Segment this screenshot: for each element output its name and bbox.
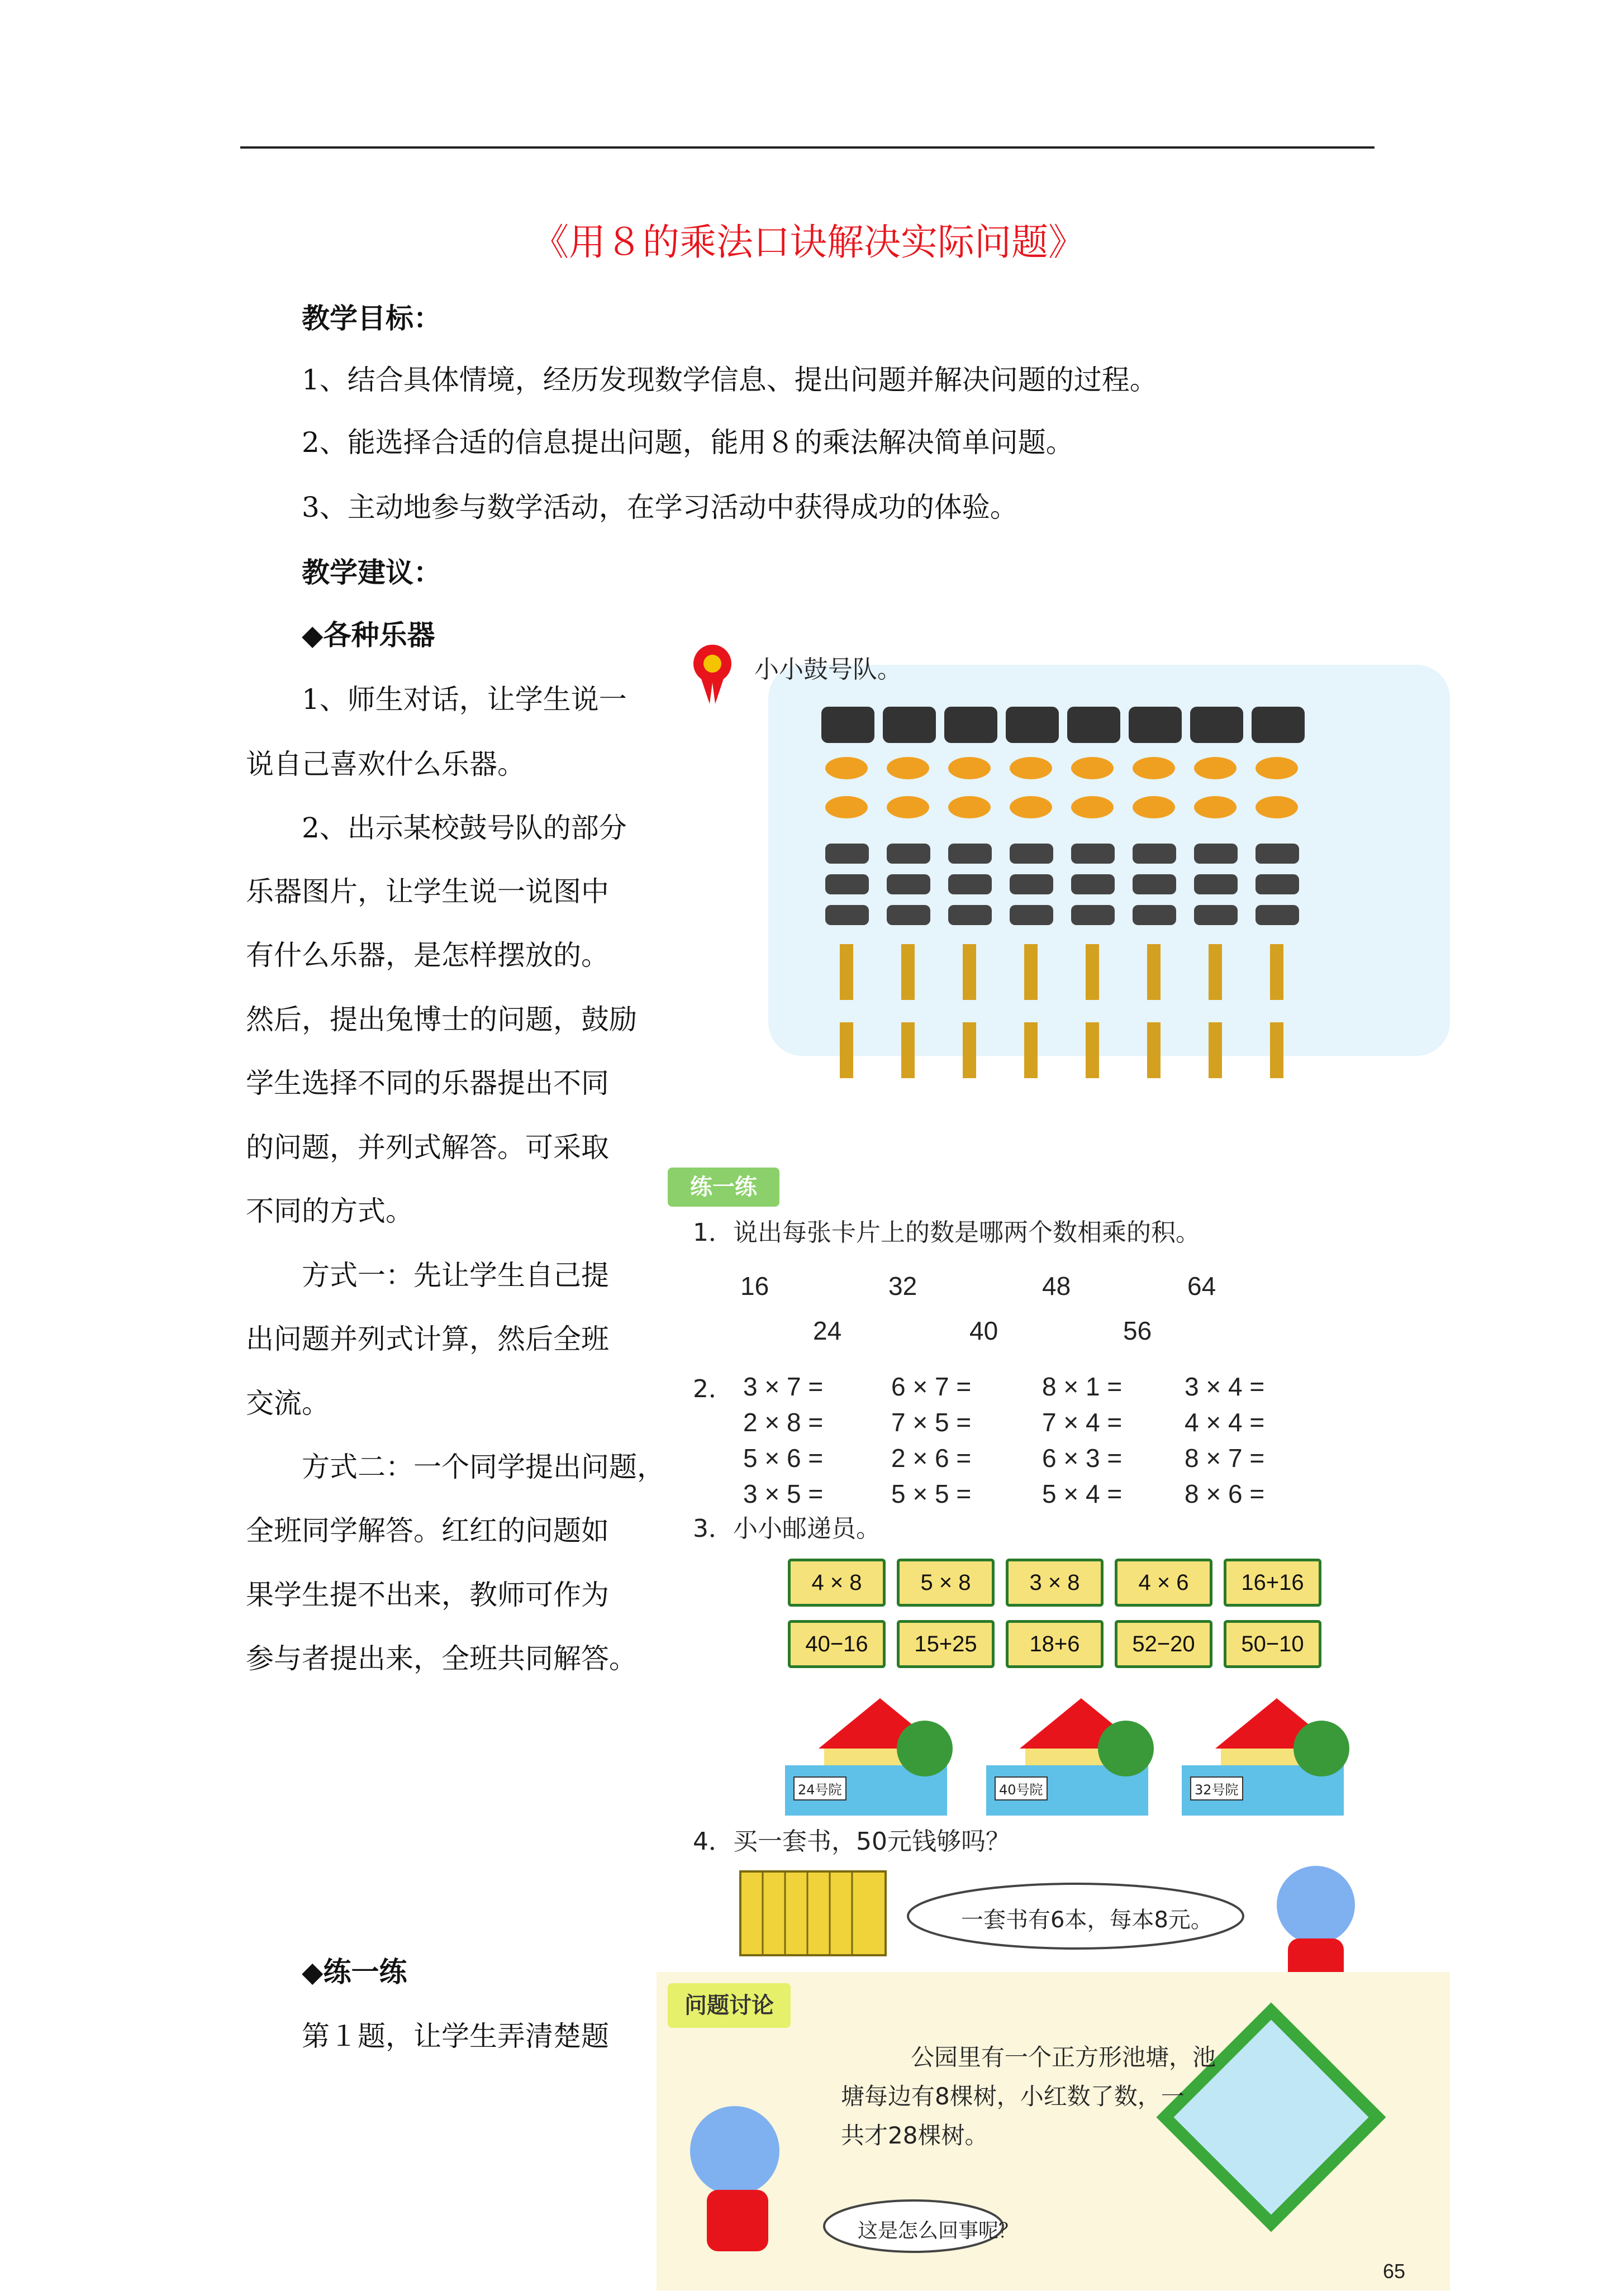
goal-2: 2、能选择合适的信息提出问题，能用８的乘法解决简单问题。 [302,426,1074,459]
practice-banner: 练一练 [668,1168,779,1207]
envelope-card: 16+16 [1224,1559,1321,1607]
body-line: 的问题，并列式解答。可采取 [246,1131,609,1164]
section2-heading: ◆练一练 [302,1955,407,1988]
q2-equation: 4 × 4 = [1185,1408,1265,1437]
body-line: 说自己喜欢什么乐器。 [246,748,525,780]
q2-equation: 8 × 7 = [1185,1444,1265,1473]
envelope-card: 50−10 [1224,1620,1321,1668]
cymbal [887,796,929,818]
tree [1293,1721,1349,1776]
cymbal [1133,757,1175,779]
goal-1: 1、结合具体情境，经历发现数学信息、提出问题并解决问题的过程。 [302,364,1158,396]
discussion-line: 塘每边有8棵树，小红数了数，一 [841,2083,1185,2110]
envelope-card: 3 × 8 [1006,1559,1104,1607]
body-line: 参与者提出来，全班共同解答。 [246,1642,637,1675]
q2-equation: 7 × 5 = [891,1408,972,1437]
q1-num: 40 [969,1316,998,1345]
house-label: 40号院 [995,1776,1048,1800]
envelope-card: 4 × 8 [788,1559,886,1607]
small-drum [1071,905,1115,925]
drum [883,707,936,743]
small-drum [948,844,992,864]
discussion-banner: 问题讨论 [668,1983,791,2028]
body-line: 交流。 [246,1387,330,1419]
small-drum [887,905,930,925]
discussion-bubble: 这是怎么回事呢？ [858,2219,1019,2242]
drum [1252,707,1305,743]
q2-equation: 5 × 5 = [891,1479,972,1508]
body-line: 学生选择不同的乐器提出不同 [246,1067,609,1099]
trumpet [840,944,853,1000]
small-drum [1133,874,1176,894]
envelope-card: 5 × 8 [897,1559,995,1607]
cymbal [1194,757,1236,779]
small-drum [948,905,992,925]
drum [1067,707,1120,743]
body-line: 不同的方式。 [246,1195,413,1227]
page-title: 《用８的乘法口诀解决实际问题》 [532,221,1085,264]
small-drum [887,844,930,864]
textbook-figure [657,620,1450,2290]
header-rule [240,146,1375,149]
q4-bubble: 一套书有6本，每本8元。 [961,1907,1213,1933]
q2-equation: 5 × 4 = [1042,1479,1123,1508]
q2-equation: 5 × 6 = [743,1444,824,1473]
body-line: 方式一：先让学生自己提 [302,1259,609,1292]
trumpet [1270,944,1283,1000]
trumpet [1086,1022,1099,1078]
body-line: 全班同学解答。红红的问题如 [246,1514,609,1547]
q2-equation: 2 × 6 = [891,1444,972,1473]
cymbal [1071,796,1114,818]
small-drum [825,874,869,894]
q2-equation: 8 × 6 = [1185,1479,1265,1508]
envelope-card: 40−16 [788,1620,886,1668]
goals-heading: 教学目标： [302,302,441,335]
small-drum [1194,905,1238,925]
house-label: 32号院 [1190,1776,1243,1800]
small-drum [1194,874,1238,894]
cymbal [887,757,929,779]
trumpet [1209,1022,1222,1078]
trumpet [901,1022,915,1078]
trumpet [1147,944,1161,1000]
cymbal [948,757,991,779]
body-line: 第１题，让学生弄清楚题 [302,2020,609,2052]
cymbal [1010,796,1052,818]
cymbal [1010,757,1052,779]
small-drum [1255,844,1299,864]
drum [1006,707,1059,743]
section1-heading: ◆各种乐器 [302,618,435,651]
small-drum [948,874,992,894]
q2-equation: 7 × 4 = [1042,1408,1123,1437]
small-drum [1255,874,1299,894]
goal-3: 3、主动地参与数学活动，在学习活动中获得成功的体验。 [302,491,1018,523]
cymbal [825,796,868,818]
trumpet [901,944,915,1000]
small-drum [825,905,869,925]
q2-equation: 3 × 7 = [743,1372,824,1401]
q1-text: 1．说出每张卡片上的数是哪两个数相乘的积。 [693,1218,1200,1247]
envelope-card: 18+6 [1006,1620,1104,1668]
body-line: 果学生提不出来，教师可作为 [246,1579,609,1611]
q2-equation: 3 × 4 = [1185,1372,1265,1401]
small-drum [1071,844,1115,864]
small-drum [887,874,930,894]
q1-num: 56 [1123,1316,1152,1345]
page-number: 65 [1383,2260,1406,2283]
small-drum [1010,874,1053,894]
small-drum [825,844,869,864]
drum [1190,707,1243,743]
q4-text: 4．买一套书，50元钱够吗？ [693,1827,1010,1856]
q1-num: 32 [888,1271,917,1301]
body-line: 出问题并列式计算，然后全班 [246,1323,609,1355]
q1-num: 16 [740,1271,769,1301]
body-line: 有什么乐器，是怎样摆放的。 [246,939,609,971]
trumpet [840,1022,853,1078]
cymbal [825,757,868,779]
cymbal [948,796,991,818]
band-illustration [657,620,1450,1112]
trumpet [963,1022,976,1078]
body-line: 1、师生对话，让学生说一 [302,683,627,716]
envelope-card: 52−20 [1115,1620,1212,1668]
body-line: 2、出示某校鼓号队的部分 [302,812,627,844]
small-drum [1194,844,1238,864]
q1-num: 64 [1187,1271,1216,1301]
cymbal [1071,757,1114,779]
trumpet [1209,944,1222,1000]
discussion-line: 共才28棵树。 [841,2122,988,2149]
trumpet [963,944,976,1000]
cymbal [1194,796,1236,818]
small-drum [1255,905,1299,925]
body-line: 然后，提出兔博士的问题，鼓励 [246,1003,637,1036]
band-title: 小小鼓号队。 [754,655,902,684]
q2-equation: 8 × 1 = [1042,1372,1123,1401]
envelope-card: 15+25 [897,1620,995,1668]
drum [944,707,997,743]
q1-num: 48 [1042,1271,1071,1301]
cymbal [1133,796,1175,818]
discussion-line: 公园里有一个正方形池塘，池 [911,2043,1216,2071]
q2-label: 2． [693,1375,733,1403]
small-drum [1010,905,1053,925]
body-line: 方式二：一个同学提出问题， [302,1451,665,1483]
trumpet [1024,1022,1038,1078]
q2-equation: 3 × 5 = [743,1479,824,1508]
q2-equation: 6 × 7 = [891,1372,972,1401]
q1-num: 24 [813,1316,842,1345]
trumpet [1086,944,1099,1000]
trumpet [1024,944,1038,1000]
small-drum [1071,874,1115,894]
small-drum [1133,844,1176,864]
drum [1129,707,1182,743]
cymbal [1255,796,1298,818]
tree [897,1721,953,1776]
q3-text: 3．小小邮递员。 [693,1514,881,1543]
trumpet [1270,1022,1283,1078]
small-drum [1133,905,1176,925]
suggest-heading: 教学建议： [302,556,441,589]
cymbal [1255,757,1298,779]
house-label: 24号院 [793,1776,846,1800]
envelope-card: 4 × 6 [1115,1559,1212,1607]
tree [1098,1721,1154,1776]
q2-equation: 2 × 8 = [743,1408,824,1437]
q2-equation: 6 × 3 = [1042,1444,1123,1473]
small-drum [1010,844,1053,864]
body-line: 乐器图片，让学生说一说图中 [246,875,609,908]
drum [821,707,874,743]
trumpet [1147,1022,1161,1078]
